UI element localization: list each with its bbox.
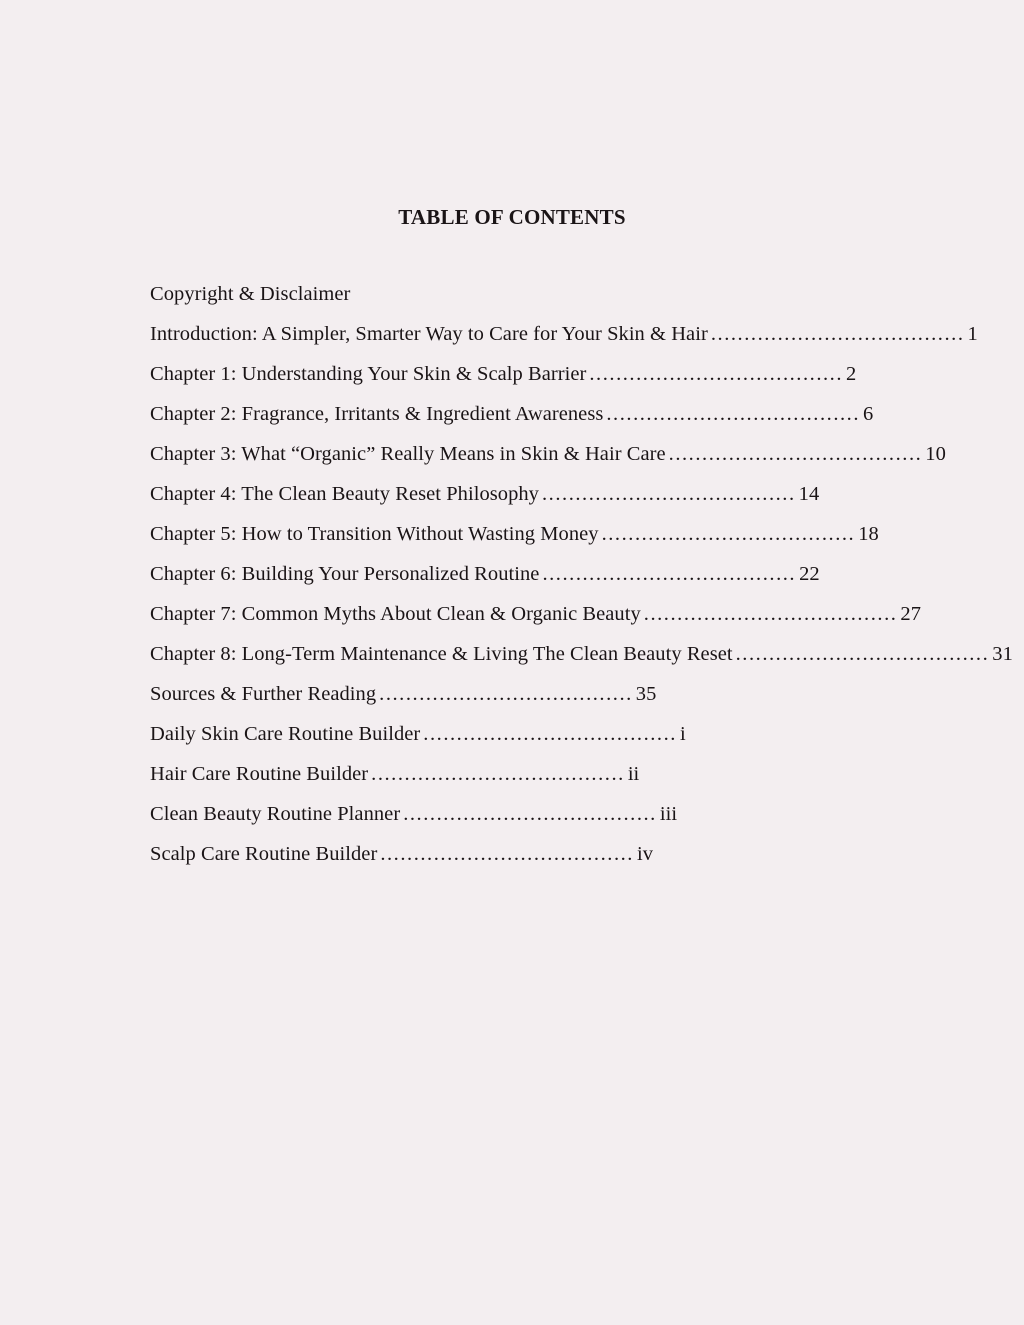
page-title: TABLE OF CONTENTS <box>398 205 626 229</box>
toc-entry[interactable] <box>150 354 990 394</box>
toc-leader-dots: ...................................... <box>589 363 844 385</box>
toc-entry[interactable] <box>150 594 990 634</box>
toc-leader-dots: ...................................... <box>668 443 923 465</box>
toc-entry-title: Chapter 8: Long-Term Maintenance & Living The Clean Beauty Reset <box>150 643 733 665</box>
toc-entry[interactable] <box>150 834 990 874</box>
toc-leader-dots: ...................................... <box>542 563 797 585</box>
toc-entry-title: Chapter 3: What “Organic” Really Means in Skin & Hair Care <box>150 443 666 465</box>
toc-entry-title: Chapter 5: How to Transition Without Wasting Money <box>150 523 599 545</box>
toc-entry[interactable] <box>150 634 1013 674</box>
toc-page-number: 10 <box>925 443 946 465</box>
toc-entry-title: Chapter 7: Common Myths About Clean & Organic Beauty <box>150 603 641 625</box>
toc-entry[interactable] <box>150 274 990 314</box>
toc-entry-title: Introduction: A Simpler, Smarter Way to Care for Your Skin & Hair <box>150 323 708 345</box>
toc-entry-title: Clean Beauty Routine Planner <box>150 803 401 825</box>
toc-entry[interactable] <box>150 714 990 754</box>
toc-page-number: 1 <box>967 323 978 345</box>
toc-page-number: 31 <box>992 643 1013 665</box>
toc-entry-title: Copyright & Disclaimer <box>150 283 351 305</box>
toc-page-number: 18 <box>858 523 879 545</box>
toc-entry-title: Chapter 6: Building Your Personalized Routine <box>150 563 540 585</box>
toc-entry[interactable] <box>150 754 990 794</box>
toc-leader-dots: ...................................... <box>542 483 796 505</box>
toc-leader-dots: ...................................... <box>379 683 633 705</box>
toc-entry[interactable] <box>150 474 990 514</box>
toc-leader-dots: ...................................... <box>735 643 990 665</box>
toc-entry[interactable] <box>150 394 990 434</box>
toc-page-number: 22 <box>799 563 820 585</box>
toc-entry-title: Sources & Further Reading <box>150 683 377 705</box>
toc-entry-title: Scalp Care Routine Builder <box>150 843 378 865</box>
toc-entry[interactable] <box>150 314 990 354</box>
toc-page-number: 14 <box>798 483 820 505</box>
toc-entry[interactable] <box>150 434 990 474</box>
toc-leader-dots: ...................................... <box>371 763 625 785</box>
toc-page-number: 2 <box>846 363 857 385</box>
toc-entry-title: Daily Skin Care Routine Builder <box>150 723 421 745</box>
toc-page-number: ii <box>627 763 640 785</box>
toc-leader-dots: ...................................... <box>606 403 861 425</box>
toc-leader-dots: ...................................... <box>710 323 965 345</box>
toc-entry[interactable] <box>150 794 990 834</box>
toc-page-number: 6 <box>863 403 874 425</box>
toc-page-number: 35 <box>635 683 657 705</box>
toc-entry[interactable] <box>150 674 990 714</box>
toc-entry[interactable] <box>150 554 990 594</box>
toc-page-number: iii <box>659 803 678 825</box>
toc-entry-title: Chapter 1: Understanding Your Skin & Scalp Barrier <box>150 363 587 385</box>
toc-leader-dots: ...................................... <box>423 723 677 745</box>
toc-leader-dots: ...................................... <box>403 803 657 825</box>
toc-entry-title: Chapter 2: Fragrance, Irritants & Ingredient Awareness <box>150 403 604 425</box>
toc-leader-dots: ...................................... <box>380 843 634 865</box>
toc-entry-title: Hair Care Routine Builder <box>150 763 369 785</box>
toc-entry-title: Chapter 4: The Clean Beauty Reset Philosophy <box>150 483 539 505</box>
toc-entry[interactable] <box>150 514 990 554</box>
table-of-contents-list <box>150 274 1013 874</box>
toc-leader-dots: ...................................... <box>601 523 856 545</box>
toc-page-number: 27 <box>900 603 922 625</box>
toc-leader-dots: ...................................... <box>643 603 898 625</box>
toc-page-number: i <box>679 723 686 745</box>
toc-page-number: iv <box>636 843 654 865</box>
